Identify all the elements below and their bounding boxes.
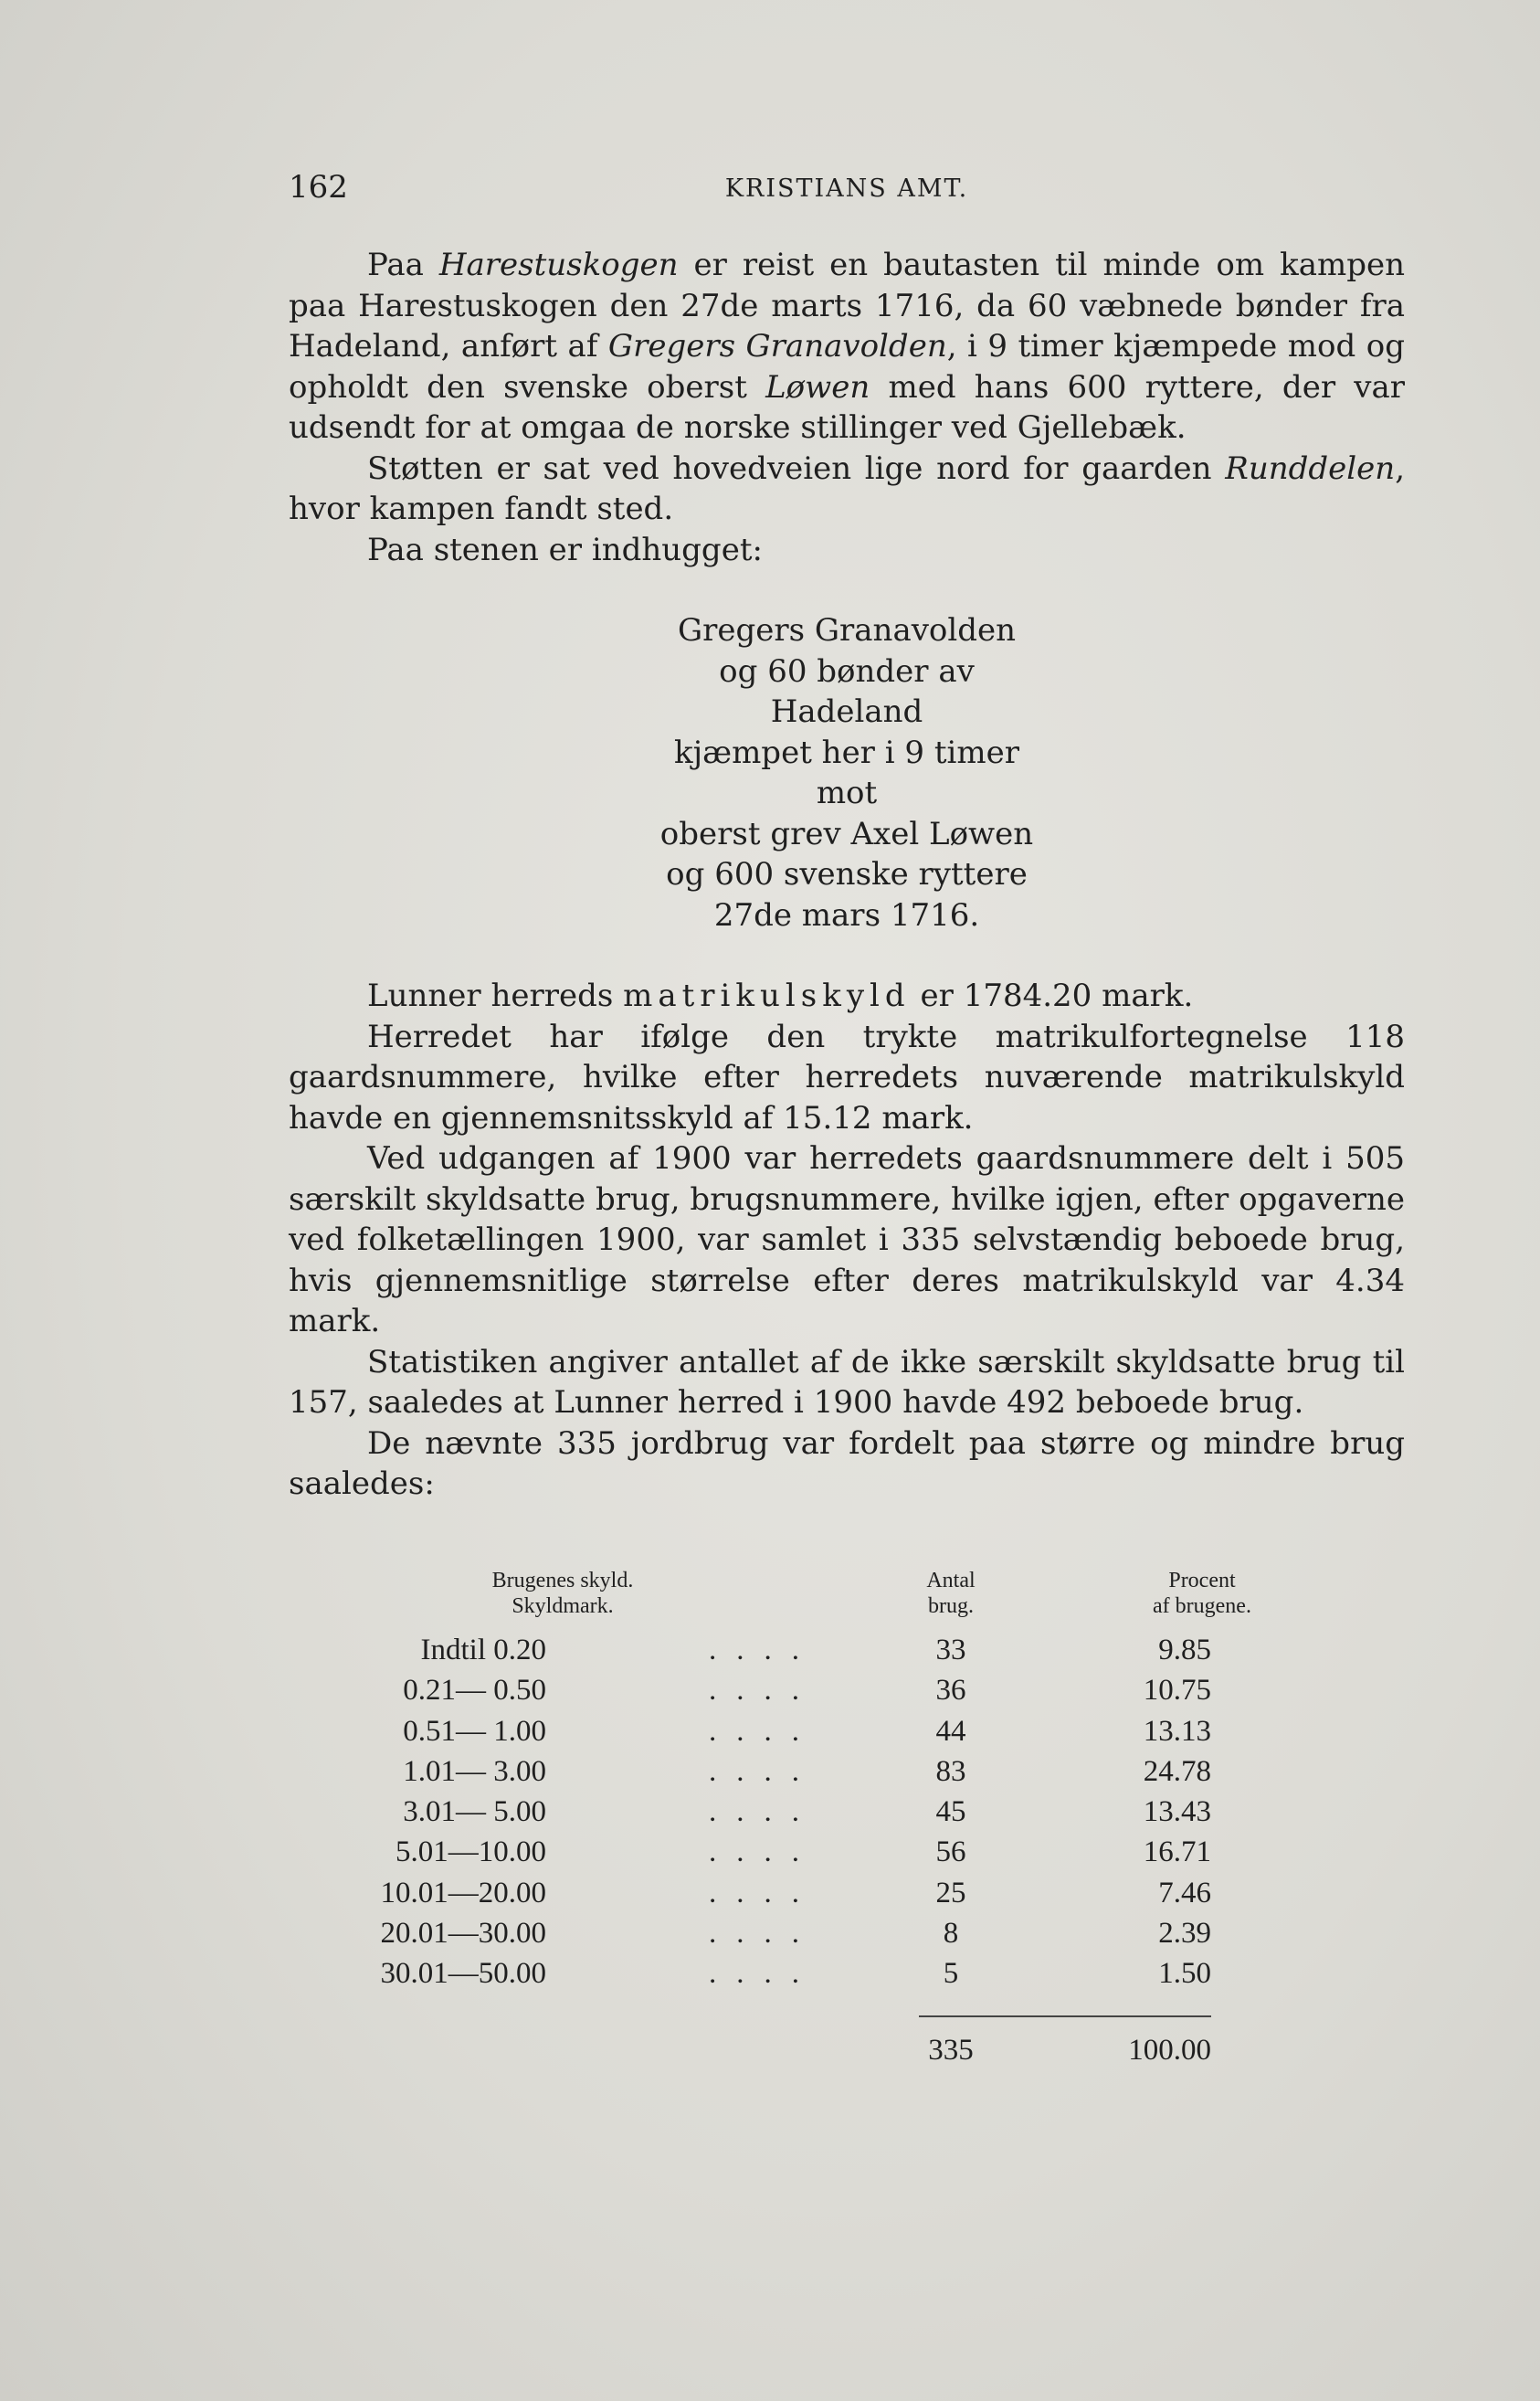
header-line: Procent xyxy=(1168,1569,1236,1592)
cell-range: 1.01— 3.00 xyxy=(403,1754,546,1788)
inscription-line: Hadeland xyxy=(770,693,923,730)
italic-person-name: Gregers Granavolden xyxy=(607,328,947,365)
cell-count: 5 xyxy=(943,1957,959,1991)
cell-range: Indtil 0.20 xyxy=(420,1634,546,1666)
inscription-line: kjæmpet her i 9 timer xyxy=(673,734,1020,771)
cell-range: 5.01—10.00 xyxy=(396,1835,546,1869)
leader-dots: .... xyxy=(709,1917,819,1951)
text-span: , i 9 timer kjæmpede mod og opholdt den svenske oberst xyxy=(289,328,1405,406)
text-span: er 1784.20 mark. xyxy=(910,978,1194,1014)
paragraph-herredet: Herredet har ifølge den trykte matrikulfortegnelse 118 gaardsnummere, hvilke efter herredets nuværende matrikulskyld havde en gjennemsnitsskyld af 15.12 mark. xyxy=(289,1018,1405,1137)
inscription xyxy=(289,610,1405,936)
header-line: Brugenes skyld. xyxy=(491,1569,634,1592)
cell-range: 0.21— 0.50 xyxy=(403,1674,546,1708)
italic-person-name: Løwen xyxy=(765,368,870,406)
leader-dots: .... xyxy=(709,1876,819,1909)
inscription-line: mot xyxy=(816,775,878,811)
total-rule xyxy=(919,2015,1211,2017)
paragraph-matrikulskyld xyxy=(289,976,1405,1017)
table-row xyxy=(289,1957,1405,1997)
page-header xyxy=(289,169,1405,215)
paragraph-stenen: Paa stenen er indhugget: xyxy=(367,531,763,568)
header-line: brug. xyxy=(928,1594,974,1618)
italic-place-name: Harestuskogen xyxy=(438,247,679,283)
cell-count: 56 xyxy=(935,1835,966,1869)
table-row xyxy=(289,1877,1405,1917)
cell-count: 83 xyxy=(935,1754,966,1788)
cell-percent: 24.78 xyxy=(1143,1754,1211,1788)
inscription-line: oberst grev Axel Løwen xyxy=(659,815,1034,852)
cell-percent: 16.71 xyxy=(1143,1835,1211,1869)
column-header-skyld xyxy=(426,1568,700,1619)
leader-dots: .... xyxy=(709,1674,819,1708)
cell-count: 36 xyxy=(935,1674,966,1708)
body-text xyxy=(289,245,1405,1505)
leader-dots: .... xyxy=(709,1634,819,1666)
text-span: er reist en bautasten til minde om kampen paa Harestuskogen den 27de marts 1716, da 60 væbnede bønder fra Hadeland, anført af xyxy=(289,247,1405,365)
table-header xyxy=(289,1568,1405,1634)
text-span: , hvor kampen fandt sted. xyxy=(289,450,1405,527)
cell-range: 3.01— 5.00 xyxy=(403,1795,546,1829)
column-header-procent xyxy=(1074,1568,1330,1619)
inscription-line: Gregers Granavolden xyxy=(677,612,1017,649)
running-title: KRISTIANS AMT. xyxy=(724,175,969,203)
leader-dots: .... xyxy=(709,1957,819,1991)
cell-percent: 1.50 xyxy=(1158,1957,1211,1991)
cell-count: 33 xyxy=(935,1634,966,1666)
cell-range: 0.51— 1.00 xyxy=(403,1714,546,1748)
table-total-row xyxy=(289,2034,1405,2074)
table-row xyxy=(289,1715,1405,1755)
cell-percent: 9.85 xyxy=(1158,1634,1211,1666)
paragraph-harestuskogen xyxy=(289,245,1405,449)
header-line: af brugene. xyxy=(1153,1594,1251,1618)
table-row xyxy=(289,1755,1405,1795)
total-percent: 100.00 xyxy=(1128,2034,1211,2067)
table-row xyxy=(289,1795,1405,1835)
paragraph-stotten xyxy=(289,449,1405,530)
page-number: 162 xyxy=(289,169,348,206)
cell-count: 45 xyxy=(935,1795,966,1829)
cell-percent: 13.43 xyxy=(1143,1795,1211,1829)
cell-range: 10.01—20.00 xyxy=(380,1876,546,1909)
cell-range: 30.01—50.00 xyxy=(380,1957,546,1991)
leader-dots: .... xyxy=(709,1795,819,1829)
cell-percent: 7.46 xyxy=(1158,1876,1211,1909)
cell-percent: 2.39 xyxy=(1158,1917,1211,1951)
inscription-line: 27de mars 1716. xyxy=(713,896,980,934)
leader-dots: .... xyxy=(709,1835,819,1869)
table-row xyxy=(289,1674,1405,1714)
table-row xyxy=(289,1917,1405,1957)
holdings-table xyxy=(289,1568,1405,2067)
total-count: 335 xyxy=(928,2034,974,2067)
cell-count: 44 xyxy=(935,1714,966,1748)
text-span: Paa xyxy=(367,247,439,283)
text-span: Lunner herreds xyxy=(367,978,624,1014)
paragraph-statistiken: Statistiken angiver antallet af de ikke særskilt skyldsatte brug til 157, saaledes at Lunner herred i 1900 havde 492 beboede brug. xyxy=(289,1343,1405,1421)
spaced-term: matrikulskyld xyxy=(623,978,911,1014)
header-line: Skyldmark. xyxy=(512,1594,614,1618)
italic-place-name: Runddelen xyxy=(1225,450,1396,487)
table-row xyxy=(289,1835,1405,1876)
cell-range: 20.01—30.00 xyxy=(380,1917,546,1951)
leader-dots: .... xyxy=(709,1714,819,1748)
paragraph-fordelt: De nævnte 335 jordbrug var fordelt paa større og mindre brug saaledes: xyxy=(289,1424,1405,1502)
cell-percent: 10.75 xyxy=(1143,1674,1211,1708)
cell-percent: 13.13 xyxy=(1143,1714,1211,1748)
cell-count: 8 xyxy=(943,1917,959,1951)
column-header-antal xyxy=(882,1568,1019,1619)
text-span: med hans 600 ryttere, der var udsendt for at omgaa de norske stillinger ved Gjellebæk. xyxy=(289,368,1406,446)
header-line: Antal xyxy=(926,1569,976,1592)
cell-count: 25 xyxy=(935,1876,966,1909)
inscription-line: og 60 bønder av xyxy=(719,652,975,690)
spacer xyxy=(289,936,1405,976)
paragraph-udgangen: Ved udgangen af 1900 var herredets gaardsnummere delt i 505 særskilt skyldsatte brug, brugsnummere, hvilke igjen, efter opgaverne ved folketællingen 1900, var samlet i 335 selvstændig beboede brug, hvis gjennemsnitlige størrelse efter deres matrikulskyld var 4.34 mark. xyxy=(289,1140,1405,1339)
text-span: Støtten er sat ved hovedveien lige nord for gaarden xyxy=(367,450,1226,487)
leader-dots: .... xyxy=(709,1754,819,1788)
inscription-line: og 600 svenske ryttere xyxy=(666,856,1028,893)
table-row xyxy=(289,1634,1405,1674)
